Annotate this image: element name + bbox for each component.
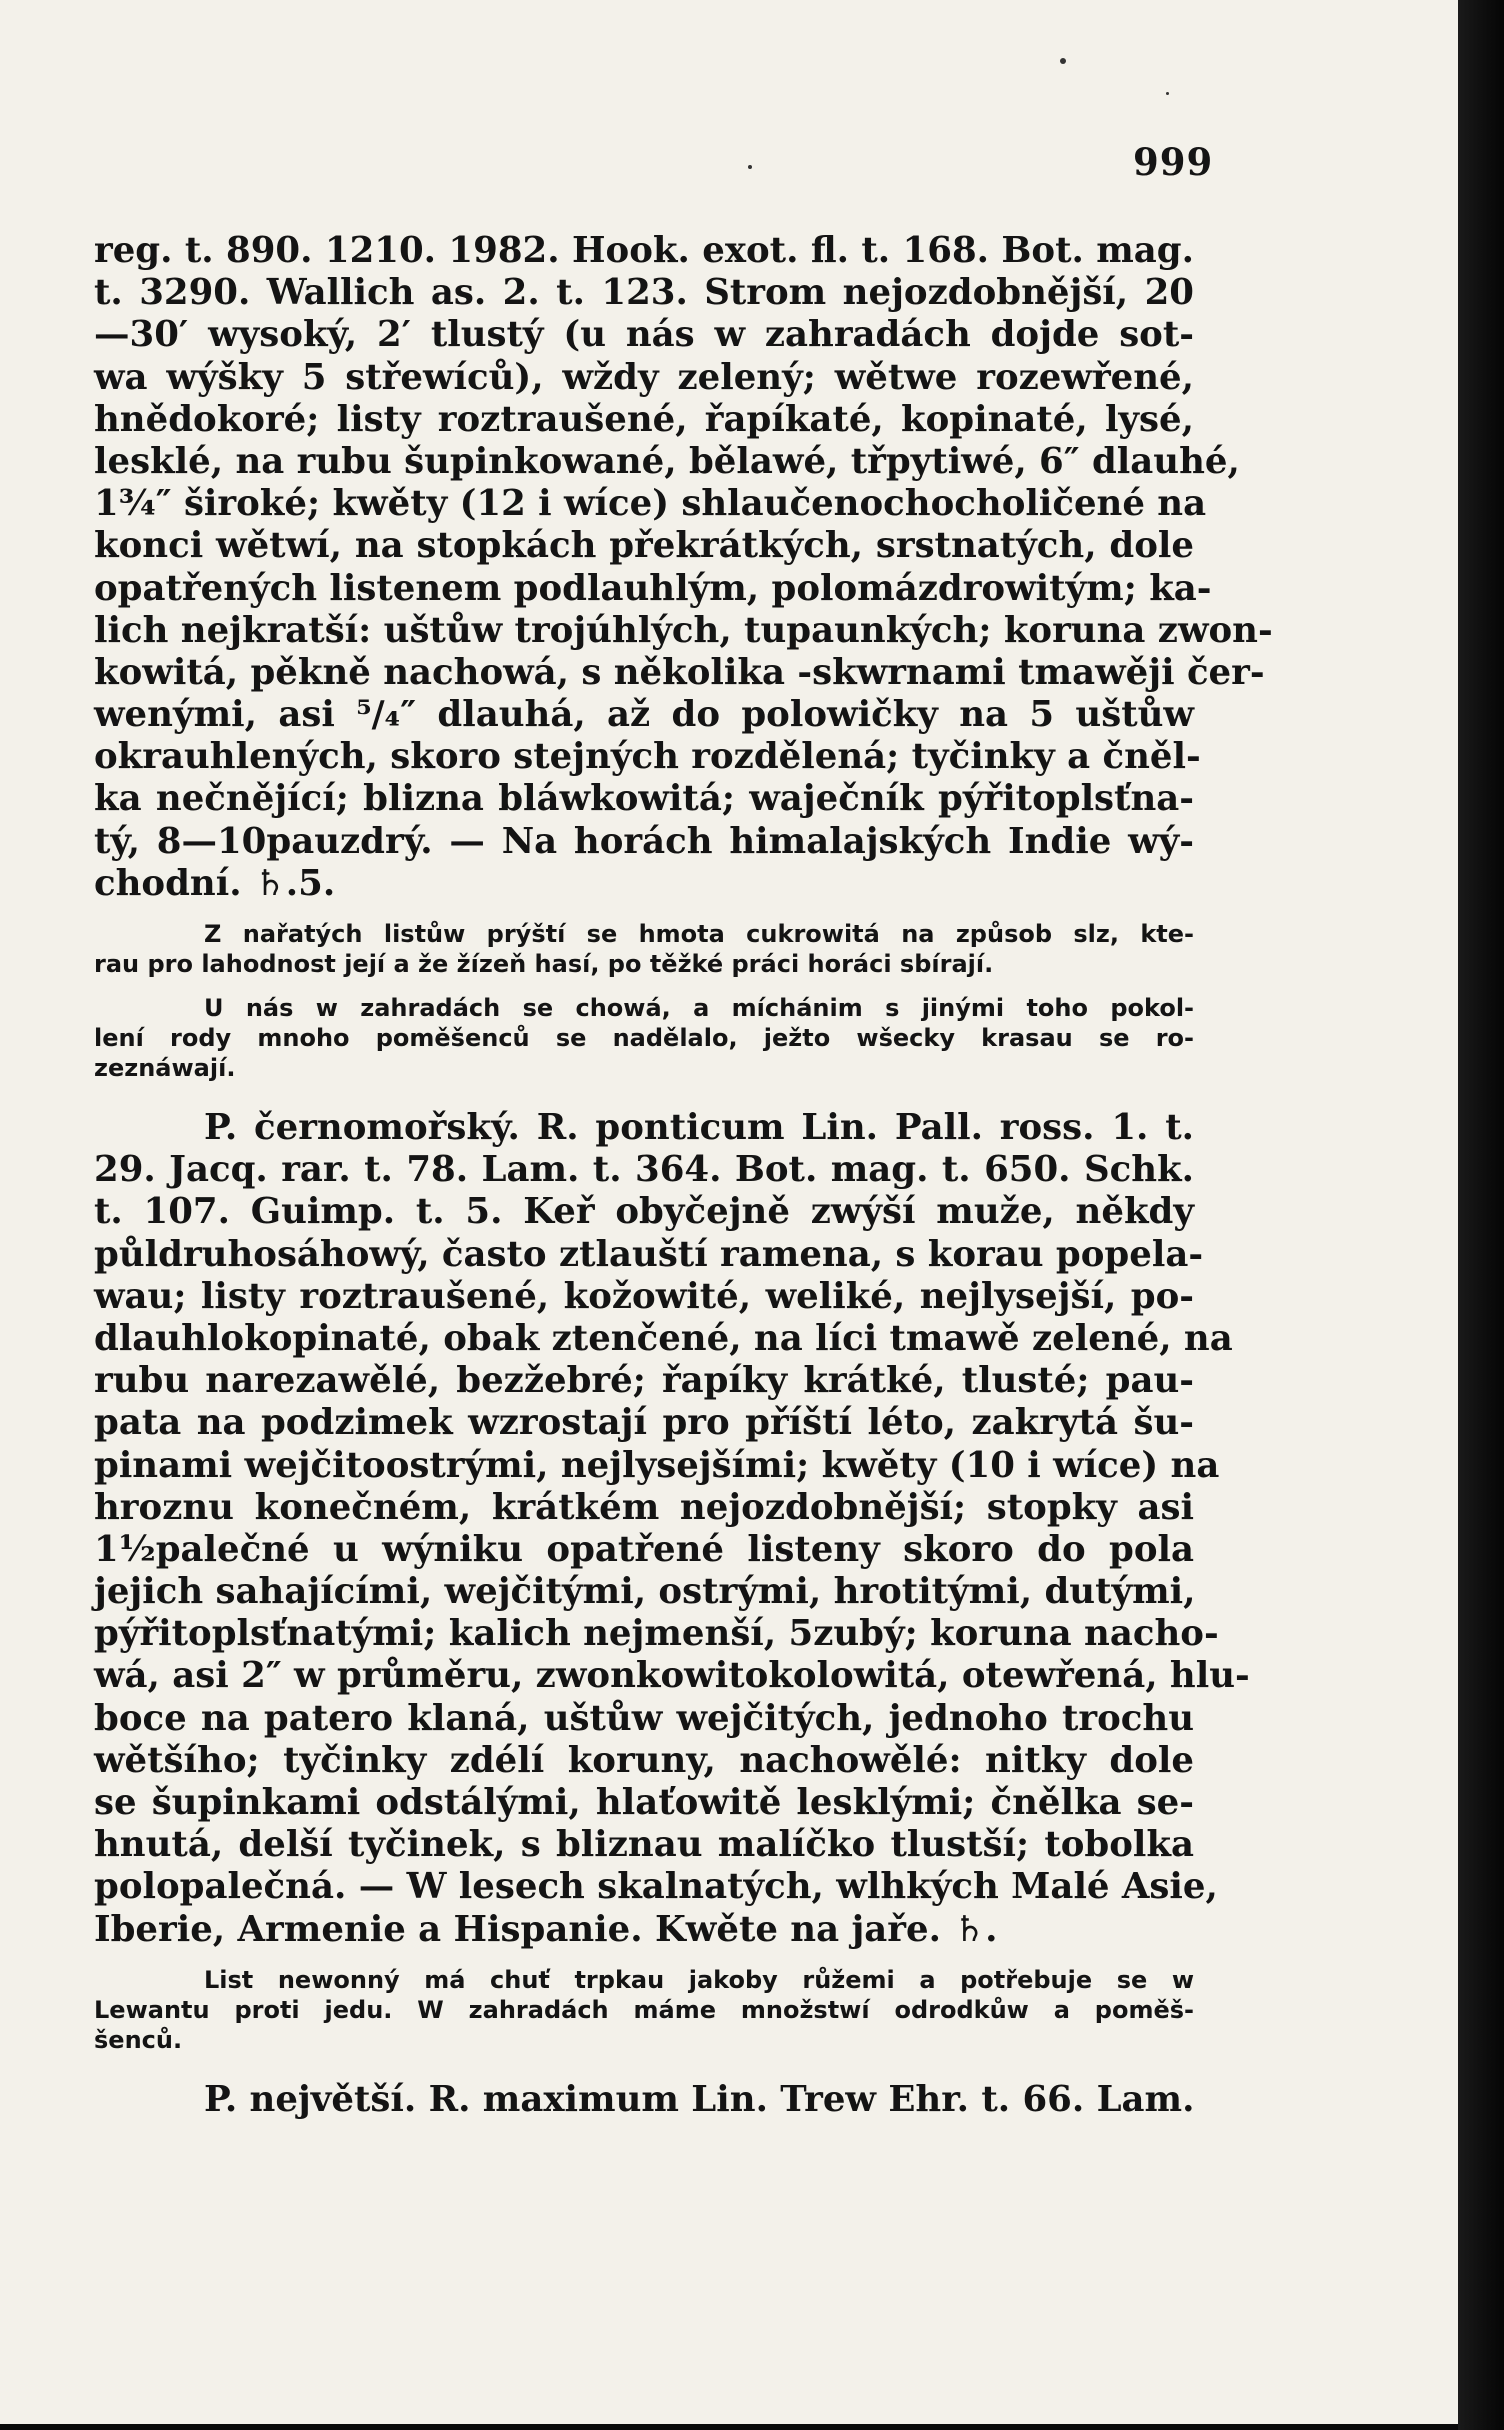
text-line: P. největší. R. maximum Lin. Trew Ehr. t. 66. Lam. — [204, 2078, 1195, 2120]
text-line: 1¾″ široké; kwěty (12 i wíce) shlaučenochocholičené na — [94, 483, 1207, 525]
text-line: ka nečnějící; blizna bláwkowitá; waječník pýřitoplsťna- — [94, 778, 1194, 820]
text-line: P. černomořský. R. ponticum Lin. Pall. ross. 1. t. — [204, 1107, 1194, 1148]
text-line: hnutá, delší tyčinek, s bliznau malíčko tlustší; tobolka — [94, 1824, 1194, 1866]
text-line: wá, asi 2″ w průměru, zwonkowitokolowitá, otewřená, hlu- — [94, 1655, 1250, 1697]
text-line: konci wětwí, na stopkách překrátkých, srstnatých, dole — [94, 525, 1194, 567]
text-line: reg. t. 890. 1210. 1982. Hook. exot. fl. t. 168. Bot. mag. — [94, 230, 1194, 271]
paragraph-rhododendron-ponticum — [94, 1107, 1250, 1951]
text-line: rubu narezawělé, bezžebré; řapíky krátké, tlusté; pau- — [94, 1360, 1194, 1402]
ink-speck — [1166, 92, 1169, 95]
text-line: 1½palečné u wýniku opatřené listeny skoro do pola — [94, 1528, 1194, 1570]
note-line: lení rody mnoho poměšenců se nadělalo, ježto wšecky krasau se ro- — [94, 1024, 1194, 1052]
paragraph-rhododendron-maximum — [94, 2079, 1194, 2121]
note-line: zeznáwají. — [94, 1054, 236, 1082]
text-line: jejich sahajícími, wejčitými, ostrými, hrotitými, dutými, — [94, 1571, 1196, 1613]
text-line: t. 107. Guimp. t. 5. Keř obyčejně zwýší muže, někdy — [94, 1191, 1194, 1233]
text-line: půldruhosáhowý, často ztlauští ramena, s korau popela- — [94, 1233, 1204, 1275]
text-line: lich nejkratší: uštůw trojúhlých, tupaunkých; koruna zwon- — [94, 609, 1273, 651]
text-line: kowitá, pěkně nachowá, s několika -skwrnami tmawěji čer- — [94, 651, 1265, 693]
text-line: wau; listy roztraušené, kožowité, weliké, nejlysejší, po- — [94, 1275, 1194, 1317]
note-line: rau pro lahodnost její a že žízeň hasí, po těžké práci horáci sbírají. — [94, 950, 994, 978]
text-line: —30′ wysoký, 2′ tlustý (u nás w zahradách dojde sot- — [94, 314, 1194, 356]
text-line: lesklé, na rubu šupinkowané, bělawé, třpytiwé, 6″ dlauhé, — [94, 440, 1240, 482]
note-line: šenců. — [94, 2025, 183, 2054]
page-number: 999 — [1133, 140, 1214, 184]
text-line: Iberie, Armenie a Hispanie. Kwěte na jaře. ♄. — [94, 1908, 998, 1950]
text-line: dlauhlokopinaté, obak ztenčené, na líci tmawě zelené, na — [94, 1317, 1233, 1359]
text-line: chodní. ♄.5. — [94, 862, 336, 904]
text-line: tý, 8—10pauzdrý. — Na horách himalajských Indie wý- — [94, 820, 1194, 862]
text-line: polopalečná. — W lesech skalnatých, wlhkých Malé Asie, — [94, 1866, 1218, 1908]
note-sugar — [94, 919, 1194, 979]
ink-speck — [748, 165, 752, 169]
note-taste — [94, 1965, 1194, 2055]
note-line: U nás w zahradách se chowá, a míchánim s jinými toho pokol- — [204, 994, 1194, 1022]
ink-speck — [1060, 58, 1066, 64]
note-line: List newonný má chuť trpkau jakoby růžemi a potřebuje se w — [204, 1965, 1194, 1994]
text-line: t. 3290. Wallich as. 2. t. 123. Strom nejozdobnější, 20 — [94, 272, 1194, 314]
note-hybrids — [94, 993, 1194, 1083]
text-line: wa wýšky 5 střewíců), wždy zelený; wětwe rozewřené, — [94, 356, 1194, 398]
text-line: pinami wejčitoostrými, nejlysejšími; kwěty (10 i wíce) na — [94, 1444, 1220, 1486]
text-line: okrauhlených, skoro stejných rozdělená; tyčinky a čněl- — [94, 736, 1201, 778]
text-line: 29. Jacq. rar. t. 78. Lam. t. 364. Bot. mag. t. 650. Schk. — [94, 1149, 1194, 1191]
text-line: se šupinkami odstálými, hlaťowitě lesklými; čnělka se- — [94, 1782, 1194, 1823]
text-line: opatřených listenem podlauhlým, polomázdrowitým; ka- — [94, 567, 1212, 609]
note-line: Lewantu proti jedu. W zahradách máme množstwí odrodkůw a poměš- — [94, 1995, 1194, 2024]
text-line: pýřitoplsťnatými; kalich nejmenší, 5zubý; koruna nacho- — [94, 1613, 1219, 1655]
text-line: wětšího; tyčinky zdélí koruny, nachowělé: nitky dole — [94, 1739, 1194, 1781]
text-line: hroznu konečném, krátkém nejozdobnější; stopky asi — [94, 1486, 1194, 1528]
text-line: wenými, asi ⁵/₄″ dlauhá, až do polowičky na 5 uštůw — [94, 694, 1194, 736]
note-line: Z nařatých listůw prýští se hmota cukrowitá na způsob slz, kte- — [204, 920, 1194, 948]
text-line: hnědokoré; listy roztraušené, řapíkaté, kopinaté, lysé, — [94, 398, 1194, 440]
paragraph-rhododendron-arboreum — [94, 230, 1273, 905]
scan-edge — [1458, 0, 1504, 2430]
text-body — [94, 230, 1273, 2121]
text-line: boce na patero klaná, uštůw wejčitých, jednoho trochu — [94, 1697, 1194, 1739]
text-line: pata na podzimek wzrostají pro příští léto, zakrytá šu- — [94, 1402, 1194, 1444]
